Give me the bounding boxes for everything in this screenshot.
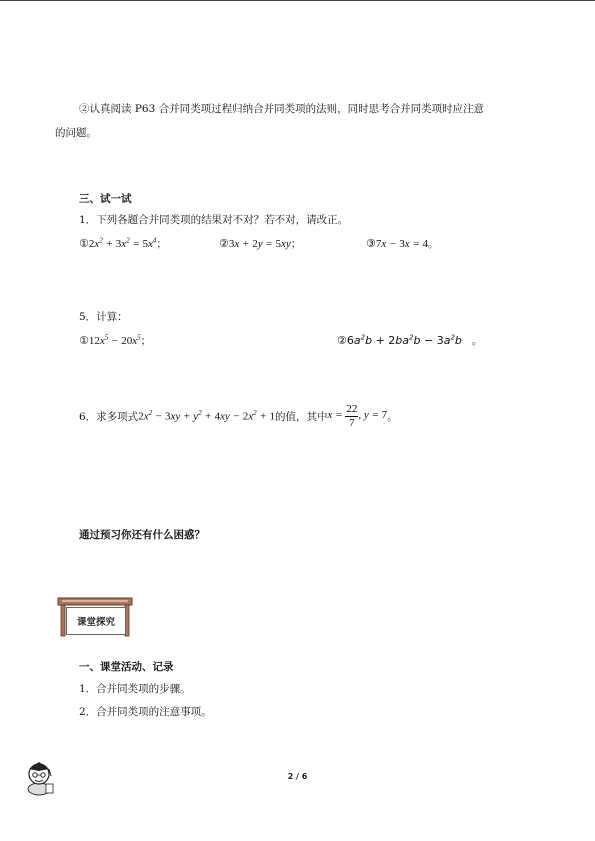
read-instruction-line2: 的问题。 (55, 127, 97, 139)
classroom-exploration-badge (56, 597, 134, 637)
q6-middle: 的值，其中 (275, 410, 328, 423)
q5-item-1-mark: ① (79, 334, 89, 347)
q1-item-2-suffix: ； (290, 238, 302, 250)
page-number: 2 / 6 (287, 772, 308, 781)
q5-item-1-formula: $12x^5 - 20x^5$ (88, 333, 141, 347)
section3-title: 三、试一试 (79, 193, 132, 205)
q5-item-2-suffix: 。 (471, 335, 483, 347)
q5-item-2 (337, 333, 482, 348)
q1-item-3-suffix: 。 (428, 238, 439, 250)
q6-condition: x = $\frac{22}{7}$ , y = 7 (327, 403, 388, 429)
section1-title: 一、课堂活动、记录 (79, 661, 174, 673)
q1-item-2-mark: ② (219, 237, 229, 250)
read-instruction-line1: ②认真阅读 P63 合并同类项过程归纳合并同类项的法则，同时思考合并同类项时应注意 (79, 103, 485, 115)
q1-item-1-suffix: ； (156, 238, 167, 250)
q1-item-1-formula: $2x^2 + 3x^2 = 5x^4$ (88, 236, 157, 250)
q1-item-2 (219, 236, 301, 251)
section1-item-1: 1．合并同类项的步骤。 (79, 683, 191, 695)
header-rule (0, 0, 595, 1)
question-6 (79, 398, 398, 434)
question-5: 5．计算： (79, 311, 128, 323)
q1-item-1 (79, 236, 167, 251)
q6-prefix: 6．求多项式 (79, 410, 139, 423)
q5-item-1 (79, 333, 151, 348)
q1-item-1-mark: ① (79, 237, 89, 250)
q1-item-3 (366, 236, 439, 251)
question-1: 1．下列各题合并同类项的结果对不对？若不对，请改正。 (79, 214, 349, 226)
q6-polynomial: $2x^2 - 3xy + y^2 + 4xy - 2x^2 + 1$ (138, 409, 276, 423)
fraction-22-7: $\frac{22}{7}$ (346, 403, 358, 429)
q1-item-2-formula: 3x + 2y = 5xy (228, 238, 291, 250)
q5-item-1-suffix: ； (140, 335, 152, 347)
badge-label: 课堂探究 (66, 607, 126, 635)
section1-item-2: 2．合并同类项的注意事项。 (79, 706, 212, 718)
doubt-prompt: 通过预习你还有什么困惑？ (79, 529, 205, 541)
q5-item-2-mark: ② (337, 334, 347, 347)
q1-item-3-formula: 7x − 3x = 4 (375, 238, 428, 250)
q5-item-2-formula: $6a^2b + 2ba^2b - 3a^2b$ (346, 333, 462, 347)
q1-item-3-mark: ③ (366, 237, 376, 250)
q6-suffix: 。 (387, 410, 398, 423)
